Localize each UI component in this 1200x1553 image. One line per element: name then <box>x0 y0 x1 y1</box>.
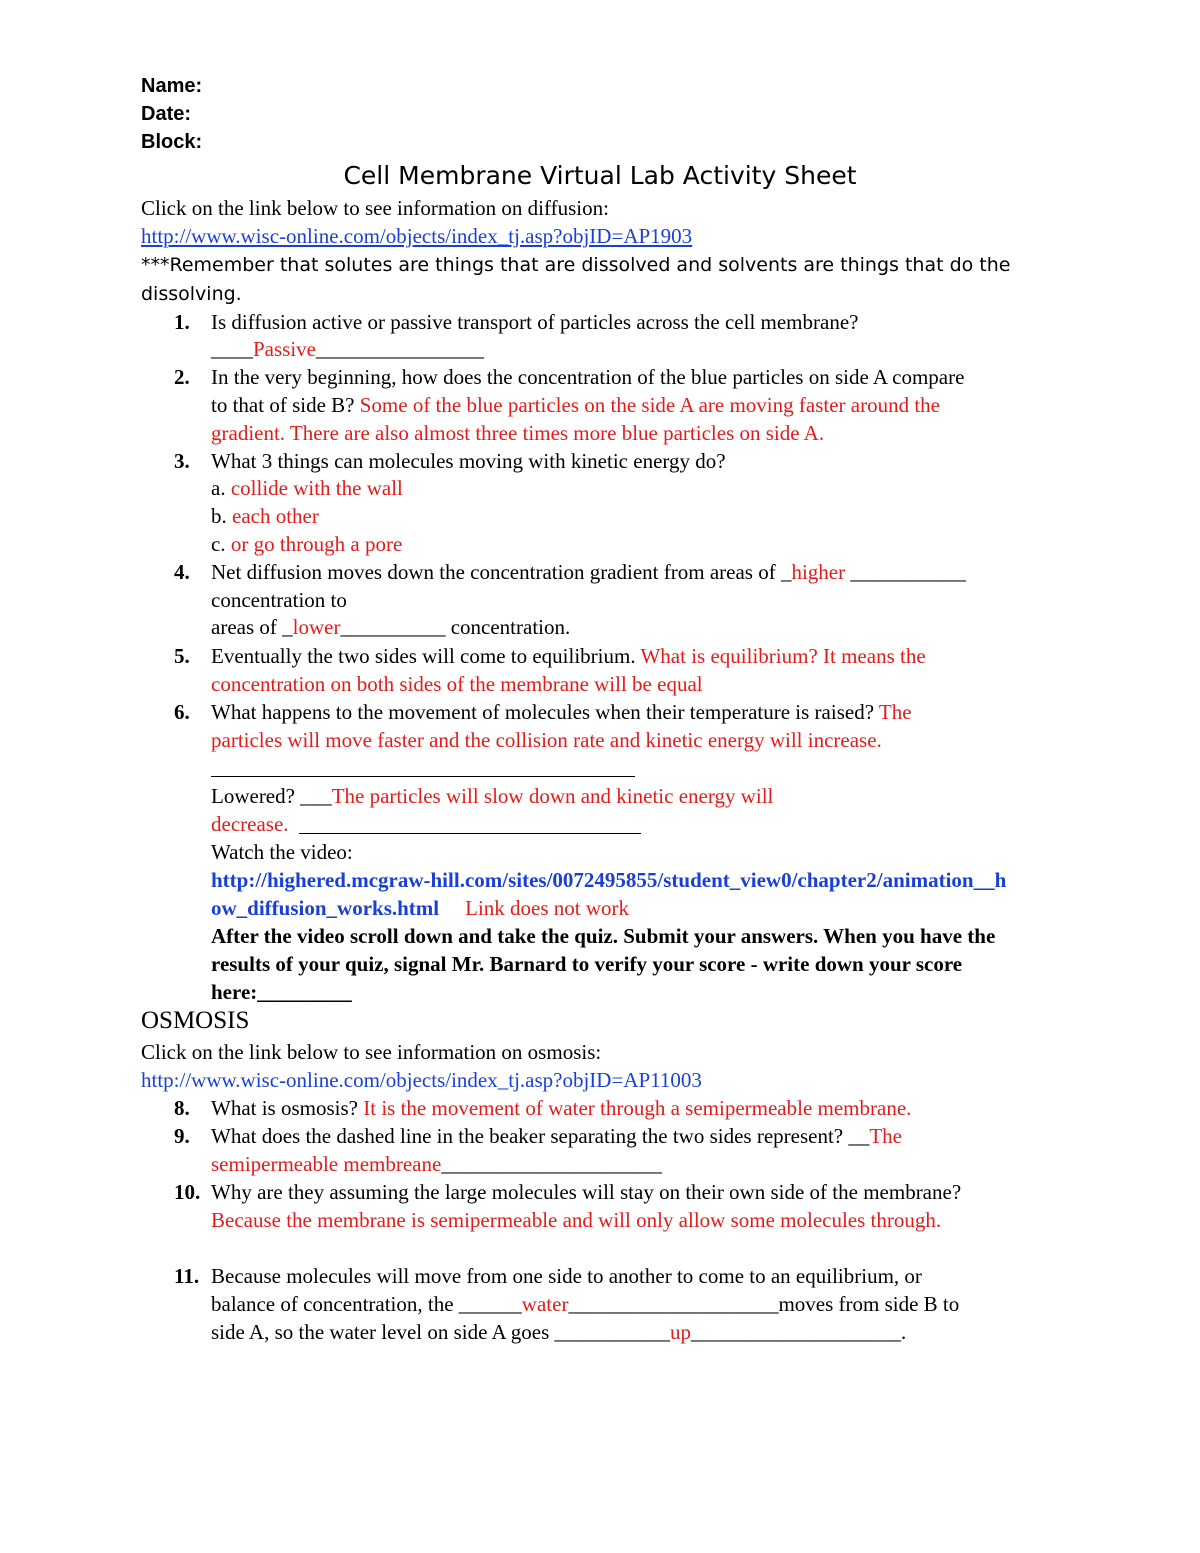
option-label: a. <box>211 476 226 500</box>
after-video-text-cont: results of your quiz, signal Mr. Barnard to verify your score - write down your score <box>211 952 963 976</box>
q1-text: Is diffusion active or passive transport of particles across the cell membrane? <box>211 310 859 334</box>
blank: __________ <box>340 615 446 639</box>
watch-video-label: Watch the video: <box>211 840 353 864</box>
q3-number: 3. <box>174 449 190 473</box>
q6-line1 <box>211 698 912 726</box>
q5-text: Eventually the two sides will come to equilibrium. <box>211 644 641 668</box>
q4-text-cont: areas of _ <box>211 615 293 639</box>
q6-lowered-answer: The particles will slow down and kinetic energy will <box>331 784 774 808</box>
q4-answer-lower: lower <box>292 615 341 639</box>
q11-text-cont3: side A, so the water level on side A goes ___________ <box>211 1320 671 1344</box>
q3-answer-a: collide with the wall <box>230 476 403 500</box>
q6-lowered-answer-cont: decrease. <box>211 812 289 836</box>
page-title: Cell Membrane Virtual Lab Activity Sheet <box>343 161 857 190</box>
q6-lowered-cont <box>211 810 289 838</box>
q11-line2 <box>211 1290 959 1318</box>
q10-answer: Because the membrane is semipermeable and will only allow some molecules through. <box>211 1208 942 1232</box>
q3-option-b <box>211 502 319 530</box>
q10-number: 10. <box>174 1180 201 1204</box>
q3-option-c <box>211 530 402 558</box>
after-video-text: After the video scroll down and take the quiz. Submit your answers. When you have the <box>211 924 996 948</box>
q9-text: What does the dashed line in the beaker separating the two sides represent? __ <box>211 1124 870 1148</box>
q8-line <box>211 1094 911 1122</box>
q11-text-cont2: moves from side B to <box>778 1292 960 1316</box>
q1-answer-line <box>211 335 484 363</box>
blank: _____________________ <box>441 1152 662 1176</box>
q11-text: Because molecules will move from one side to another to come to an equilibrium, or <box>211 1264 922 1288</box>
q4-answer-higher: higher <box>791 560 846 584</box>
q11-answer-up: up <box>670 1320 692 1344</box>
option-label: c. <box>211 532 226 556</box>
q8-text: What is osmosis? <box>211 1096 364 1120</box>
q9-line2 <box>211 1150 662 1178</box>
q4-number: 4. <box>174 560 190 584</box>
answer-blank-rule <box>299 833 641 834</box>
q2-text: In the very beginning, how does the concentration of the blue particles on side A compare <box>211 365 965 389</box>
q2-answer-cont: gradient. There are also almost three times more blue particles on side A. <box>211 421 825 445</box>
q9-answer-cont: semipermeable membreane <box>211 1152 442 1176</box>
diffusion-intro: Click on the link below to see information on diffusion: <box>141 196 609 220</box>
q1-number: 1. <box>174 310 190 334</box>
q5-line1 <box>211 642 926 670</box>
q2-answer: Some of the blue particles on the side A are moving faster around the <box>359 393 940 417</box>
q11-text-cont: balance of concentration, the ______ <box>211 1292 522 1316</box>
blank: ____ <box>211 337 253 361</box>
q4-line1 <box>211 558 966 586</box>
q11-number: 11. <box>174 1264 200 1288</box>
remember-note-cont: dissolving. <box>141 283 242 305</box>
blank: ___________ <box>845 560 966 584</box>
q6-number: 6. <box>174 700 190 724</box>
answer-blank-rule <box>211 776 635 777</box>
video-link-line2 <box>211 894 629 922</box>
name-label: Name: <box>141 75 203 97</box>
q11-line3 <box>211 1318 906 1346</box>
q4-text-end: concentration. <box>445 615 571 639</box>
q2-line2 <box>211 391 940 419</box>
q4-line2: concentration to <box>211 588 347 612</box>
blank: ____________________ <box>691 1320 902 1344</box>
osmosis-intro: Click on the link below to see information on osmosis: <box>141 1040 602 1064</box>
q3-text: What 3 things can molecules moving with kinetic energy do? <box>211 449 726 473</box>
video-link-cont[interactable]: ow_diffusion_works.html <box>211 896 440 920</box>
q6-text: What happens to the movement of molecules when their temperature is raised? <box>211 700 879 724</box>
option-label: b. <box>211 504 227 528</box>
q3-option-a <box>211 474 403 502</box>
q8-answer: It is the movement of water through a semipermeable membrane. <box>363 1096 912 1120</box>
osmosis-link[interactable]: http://www.wisc-online.com/objects/index_tj.asp?objID=AP11003 <box>141 1068 702 1092</box>
q5-answer: What is equilibrium? It means the <box>640 644 926 668</box>
q2-number: 2. <box>174 365 190 389</box>
link-note: Link does not work <box>465 896 630 920</box>
q4-text: Net diffusion moves down the concentration gradient from areas of _ <box>211 560 792 584</box>
q5-answer-cont: concentration on both sides of the membrane will be equal <box>211 672 703 696</box>
q4-line3 <box>211 613 570 641</box>
q2-text-cont: to that of side B? <box>211 393 360 417</box>
block-label: Block: <box>141 131 203 153</box>
q5-number: 5. <box>174 644 190 668</box>
q11-answer-water: water <box>521 1292 569 1316</box>
q9-answer: The <box>869 1124 903 1148</box>
q6-lowered-label: Lowered? ___ <box>211 784 332 808</box>
osmosis-heading: OSMOSIS <box>141 1007 250 1034</box>
q9-line <box>211 1122 902 1150</box>
q9-number: 9. <box>174 1124 190 1148</box>
q6-answer-cont: particles will move faster and the collision rate and kinetic energy will increase. <box>211 728 882 752</box>
blank: ________________ <box>316 337 484 361</box>
date-label: Date: <box>141 103 192 125</box>
diffusion-link[interactable]: http://www.wisc-online.com/objects/index_tj.asp?objID=AP1903 <box>141 224 693 248</box>
q6-answer: The <box>878 700 912 724</box>
score-blank: here:_________ <box>211 980 352 1004</box>
q3-answer-b: each other <box>232 504 319 528</box>
q1-answer: Passive <box>253 337 316 361</box>
blank: ____________________ <box>568 1292 779 1316</box>
q6-lowered <box>211 782 773 810</box>
period: . <box>901 1320 907 1344</box>
q8-number: 8. <box>174 1096 190 1120</box>
remember-note: ***Remember that solutes are things that are dissolved and solvents are things that do the <box>141 254 1011 276</box>
q10-text: Why are they assuming the large molecules will stay on their own side of the membrane? <box>211 1180 962 1204</box>
video-link[interactable]: http://highered.mcgraw-hill.com/sites/0072495855/student_view0/chapter2/animation__h <box>211 868 1007 892</box>
q3-answer-c: or go through a pore <box>230 532 403 556</box>
